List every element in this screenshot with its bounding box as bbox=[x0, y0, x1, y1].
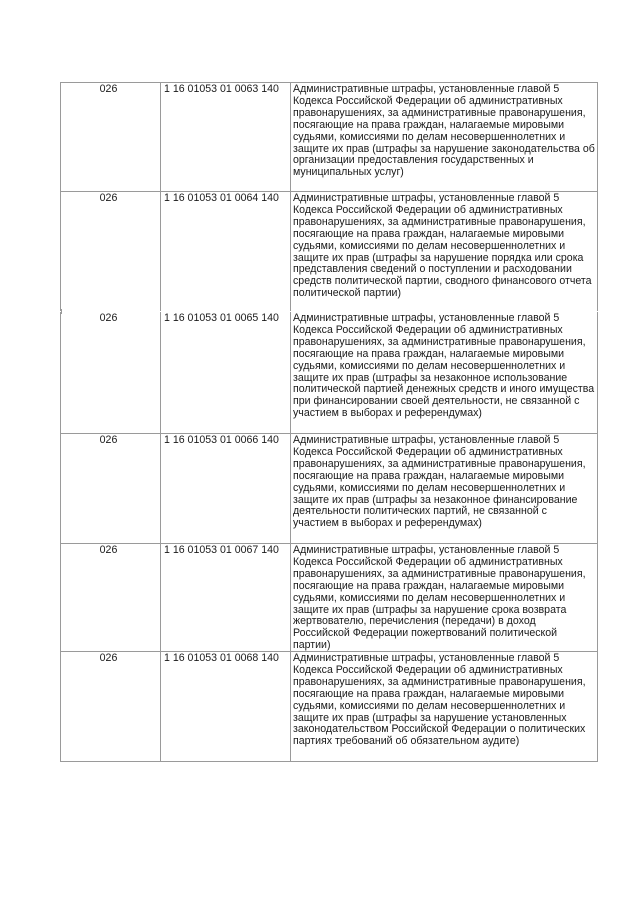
description-cell: Административные штрафы, установленные главой 5 Кодекса Российской Федерации об административных правонарушениях, за административные правонарушения, посягающие на права граждан, налагаемые мировыми судьями, комиссиями по делам несовершеннолетних и защите их прав (штрафы за незаконное финансирование деятельности политических партий, не связанной с участием в выборах и референдумах) bbox=[290, 434, 598, 543]
table-row bbox=[60, 83, 598, 192]
page-break-mark bbox=[61, 309, 62, 314]
description-cell: Административные штрафы, установленные главой 5 Кодекса Российской Федерации об административных правонарушениях, за административные правонарушения, посягающие на права граждан, налагаемые мировыми судьями, комиссиями по делам несовершеннолетних и защите их прав (штрафы за незаконное использование политической партией денежных средств и иного имущества при финансировании своей деятельности, не связанной с участием в выборах и референдумах) bbox=[290, 312, 598, 433]
description-cell: Административные штрафы, установленные главой 5 Кодекса Российской Федерации об административных правонарушениях, за административные правонарушения, посягающие на права граждан, налагаемые мировыми судьями, комиссиями по делам несовершеннолетних и защите их прав (штрафы за нарушение установленных законодательством Российской Федерации о политических партиях требований об обязательном аудите) bbox=[290, 652, 598, 761]
admin-code-cell: 026 bbox=[60, 434, 160, 543]
description-cell: Административные штрафы, установленные главой 5 Кодекса Российской Федерации об административных правонарушениях, за административные правонарушения, посягающие на права граждан, налагаемые мировыми судьями, комиссиями по делам несовершеннолетних и защите их прав (штрафы за нарушение срока возврата жертвователю, перечисления (передачи) в доход Российской Федерации пожертвований политической партии) bbox=[290, 544, 598, 651]
budget-code-cell: 1 16 01053 01 0063 140 bbox=[160, 83, 290, 191]
budget-code-cell: 1 16 01053 01 0068 140 bbox=[160, 652, 290, 761]
budget-code-cell: 1 16 01053 01 0065 140 bbox=[160, 312, 290, 433]
budget-code-cell: 1 16 01053 01 0064 140 bbox=[160, 192, 290, 311]
table-row bbox=[60, 192, 598, 312]
admin-code-cell: 026 bbox=[60, 544, 160, 651]
table-row bbox=[60, 544, 598, 652]
budget-codes-table bbox=[60, 82, 598, 762]
description-cell: Административные штрафы, установленные главой 5 Кодекса Российской Федерации об административных правонарушениях, за административные правонарушения, посягающие на права граждан, налагаемые мировыми судьями, комиссиями по делам несовершеннолетних и защите их прав (штрафы за нарушение порядка или срока представления сведений о поступлении и расходовании средств политической партии, сводного финансового отчета политической партии) bbox=[290, 192, 598, 311]
admin-code-cell: 026 bbox=[60, 652, 160, 761]
table-row bbox=[60, 434, 598, 544]
admin-code-cell: 026 bbox=[60, 83, 160, 191]
admin-code-cell: 026 bbox=[60, 312, 160, 433]
admin-code-cell: 026 bbox=[60, 192, 160, 311]
table-row bbox=[60, 652, 598, 762]
budget-code-cell: 1 16 01053 01 0066 140 bbox=[160, 434, 290, 543]
table-row bbox=[60, 312, 598, 434]
budget-code-cell: 1 16 01053 01 0067 140 bbox=[160, 544, 290, 651]
description-cell: Административные штрафы, установленные главой 5 Кодекса Российской Федерации об административных правонарушениях, за административные правонарушения, посягающие на права граждан, налагаемые мировыми судьями, комиссиями по делам несовершеннолетних и защите их прав (штрафы за нарушение законодательства об организации предоставления государственных и муниципальных услуг) bbox=[290, 83, 598, 191]
